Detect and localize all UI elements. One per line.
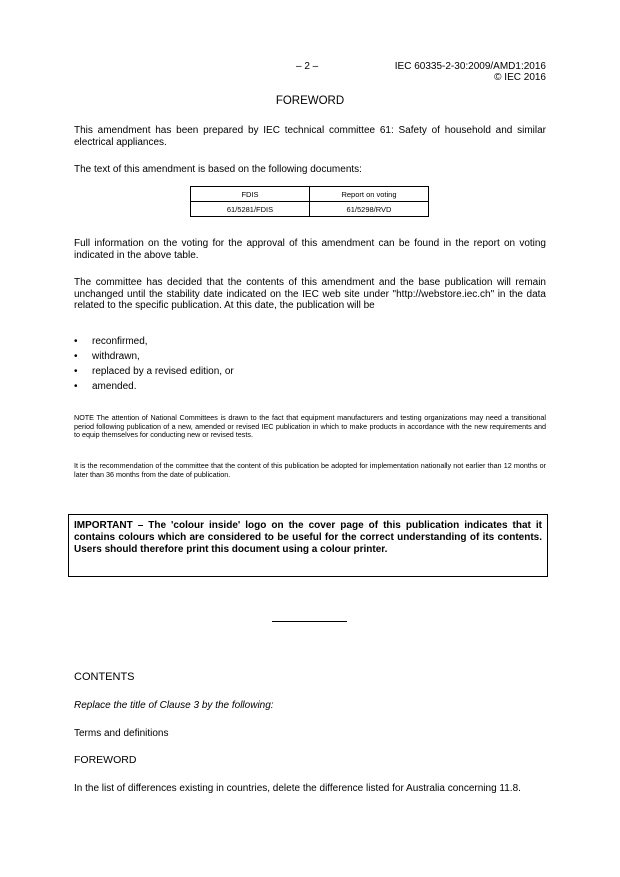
foreword-instruction: In the list of differences existing in countries, delete the difference listed for Australia concerning 11.8.	[74, 783, 521, 794]
table-cell-rvd: 61/5298/RVD	[310, 202, 429, 217]
bullet-icon: •	[74, 336, 78, 347]
foreword-heading: FOREWORD	[74, 754, 137, 766]
table-header-row	[191, 187, 429, 202]
list-item: • reconfirmed,	[74, 336, 148, 347]
documents-table	[190, 186, 429, 217]
bullet-icon: •	[74, 351, 78, 362]
important-notice-box: IMPORTANT – The 'colour inside' logo on the cover page of this publication indicates that it contains colours which are considered to be useful for the correct understanding of its contents. Users should therefore print this document using a colour printer.	[68, 514, 548, 577]
foreword-paragraph-1: This amendment has been prepared by IEC technical committee 61: Safety of household and similar electrical appliances.	[74, 125, 546, 148]
publication-options-list	[74, 334, 546, 394]
clause-title: Terms and definitions	[74, 728, 169, 739]
copyright: © IEC 2016	[494, 72, 546, 83]
bullet-icon: •	[74, 366, 78, 377]
foreword-title: FOREWORD	[275, 95, 345, 107]
list-item: • amended.	[74, 381, 137, 392]
list-item: • withdrawn,	[74, 351, 140, 362]
note-paragraph: NOTE The attention of National Committees is drawn to the fact that equipment manufacturers and testing organizations may need a transitional period following publication of a new, amended or revised IEC publication in which to make products in accordance with the new requirements and to equip themselves for conducting new or revised tests.	[74, 413, 546, 440]
table-row	[191, 202, 429, 217]
table-cell-fdis: 61/5281/FDIS	[191, 202, 310, 217]
foreword-paragraph-3: Full information on the voting for the approval of this amendment can be found in the report on voting indicated in the above table.	[74, 238, 546, 261]
bullet-icon: •	[74, 381, 78, 392]
recommendation-paragraph: It is the recommendation of the committee that the content of this publication be adopted for implementation nationally not earlier than 12 months or later than 36 months from the date of publication.	[74, 461, 546, 479]
document-id: IEC 60335-2-30:2009/AMD1:2016	[394, 61, 546, 72]
foreword-paragraph-2: The text of this amendment is based on the following documents:	[74, 164, 362, 175]
section-separator	[272, 621, 347, 622]
page-number: – 2 –	[296, 61, 319, 72]
contents-instruction: Replace the title of Clause 3 by the following:	[74, 700, 274, 711]
table-header-report: Report on voting	[310, 187, 429, 202]
table-header-fdis: FDIS	[191, 187, 310, 202]
foreword-paragraph-4: The committee has decided that the contents of this amendment and the base publication will remain unchanged until the stability date indicated on the IEC web site under "http://webstore.iec.ch" in the data related to the specific publication. At this date, the publication will be	[74, 277, 546, 311]
list-item: • replaced by a revised edition, or	[74, 366, 234, 377]
contents-title: CONTENTS	[74, 671, 135, 683]
